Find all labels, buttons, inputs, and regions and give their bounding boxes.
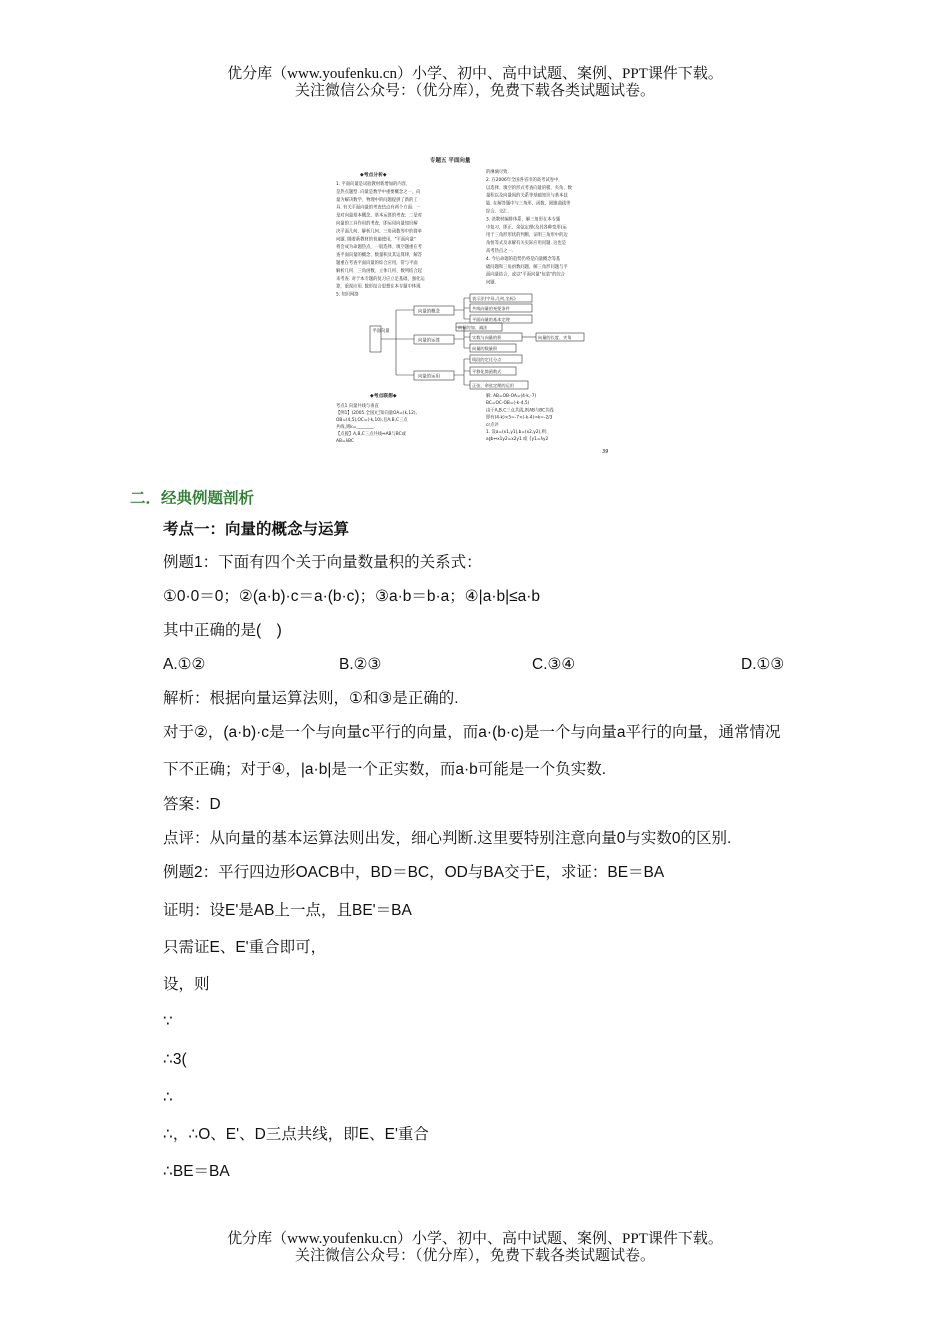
option-d: D.①③ xyxy=(741,656,785,673)
net-level2-a-0: 表示法(字母,几何,坐标) xyxy=(472,296,516,301)
scan-right-bottom-line-5: 1. 设a=(x1,y1),b=(x2,y2),则: xyxy=(486,430,548,435)
scan-left-bottom-line-3: 共线,则k=________. xyxy=(336,425,375,430)
scan-right-paragraph xyxy=(486,168,573,286)
scan-left-line-3: 具. 有关平面向量的考查热点有两个方面：一 xyxy=(336,205,421,211)
example-1-answer: 答案：D xyxy=(163,796,221,813)
net-root-text: 平面向量 xyxy=(372,329,390,334)
option-c: C.③④ xyxy=(532,656,576,673)
scan-right-line-0: 的淋漓尽致. xyxy=(486,170,509,175)
scan-right-line-3: 量积以及向量间的关系等基础知识与基本技 xyxy=(486,193,568,199)
net-root-label xyxy=(372,327,390,334)
net-level2-c-0: 线段的定比分点 xyxy=(472,357,502,362)
scan-left-bottom-line-4: 【点拨】A,B,C三点共线⇔AB与BC或 xyxy=(336,432,406,437)
scan-left-bottom-line-1: 【例1】(2005.全国)已知向量OA=(k,12), xyxy=(336,411,417,416)
scan-left-line-2: 量为解决数学、物理中的问题提供了新的工 xyxy=(336,197,418,203)
scan-right-line-5: 综合、交汇. xyxy=(486,209,509,215)
net-level2-a-2: 平面向量的基本定理 xyxy=(472,317,510,322)
header-line-2: 关注微信公众号：（优分库），免费下载各类试题试卷。 xyxy=(294,83,655,99)
example-1-analysis-2: 对于②，(a·b)·c是一个与向量c平行的向量，而a·(b·c)是一个与向量a平行的向量，通常情况 xyxy=(163,724,781,741)
scan-right-line-9: 角恒等式及求解有关实际应用问题. 这也是 xyxy=(486,241,567,247)
scan-right-line-14: 问题. xyxy=(486,280,496,286)
scanned-textbook-page xyxy=(330,149,620,457)
scan-right-line-7: 中复习，即正、余弦定理(及其各种变形)运 xyxy=(486,225,567,231)
scan-right-line-4: 能. 在解答题中与三角形、函数、圆锥曲线等 xyxy=(486,201,571,207)
net-level2-a-1: 共线向量的充要条件 xyxy=(472,306,510,311)
scan-left-line-8: 将会成为命题热点，一般选择、填空题重在考 xyxy=(336,245,422,251)
example-2-proof-2: 只需证E、E'重合即可， xyxy=(163,939,327,956)
net-level2-b-2: 向量的数量积 xyxy=(472,346,498,351)
scan-left-bottom-line-2: OB=(4,5),OC=(-k,10),且A,B,C三点 xyxy=(336,418,408,423)
scan-right-line-12: 础问题和三角函数问题，解三角形问题与平 xyxy=(486,264,568,270)
net-level2-c-2: 正弦、余弦定理的运用 xyxy=(472,383,514,388)
scan-right-bottom xyxy=(486,392,554,442)
example-2-proof-5: ∴3( xyxy=(163,1051,187,1068)
net-level1-2: 向量的运用 xyxy=(418,374,440,380)
scan-right-line-2: 以选择、填空的形式考查向量的模、夹角、数 xyxy=(486,185,572,191)
scan-right-line-13: 面向量结合，或以"平面向量"包装"的综合 xyxy=(486,272,565,278)
scanned-page-svg xyxy=(330,149,620,457)
scan-right-line-8: 用于三角形形状的判断，证明三角形中的边 xyxy=(486,233,568,239)
section-title: 二．经典例题剖析 xyxy=(130,490,255,507)
net-level2-b-1: 实数与向量的积 xyxy=(472,335,502,340)
example-2-question: 例题2：平行四边形OACB中，BD＝BC，OD与BA交于E，求证：BE＝BA xyxy=(163,864,665,881)
scan-left-line-7: 问题. 随着新教材的普遍使用，"平面向量" xyxy=(336,237,416,243)
option-a: A.①② xyxy=(163,656,206,673)
example-2-proof-3: 设，则 xyxy=(163,976,210,993)
example-2-proof-7: ∴，∴O、E'、D三点共线，即E、E'重合 xyxy=(163,1126,429,1143)
scan-left-line-10: 题重在考查平面向量的综合应用，常与平面 xyxy=(336,261,418,266)
scan-left-line-6: 决平面几何、解析几何、三角函数等中的简单 xyxy=(336,229,422,235)
scan-right-bottom-line-1: BC=OC-OB=(-k-4,5) xyxy=(486,401,530,407)
example-1-analysis-1: 解析：根据向量运算法则，①和③是正确的. xyxy=(163,690,459,707)
kaodian-1-heading: 考点一：向量的概念与运算 xyxy=(163,521,350,538)
scan-left-bottom xyxy=(336,402,417,444)
scan-left-line-5: 向量的工具作用的考查，即运用向量知识解 xyxy=(336,221,418,227)
page-footer xyxy=(0,1231,950,1265)
scan-left-line-13: 算，重视应用. 数形结合思想在本专题中体现 xyxy=(336,284,421,290)
example-1-comment: 点评：从向量的基本运算法则出发，细心判断.这里要特别注意向量0与实数0的区别. xyxy=(163,830,732,847)
scan-right-line-10: 高考热点之一. xyxy=(486,249,514,254)
scan-right-bottom-line-3: 即有(4-k)×5=-7×(-k-4)⇒k=-2/3 xyxy=(486,415,553,421)
scan-right-bottom-line-2: 由于A,B,C三点共线,则AB与BC共线 xyxy=(486,408,554,414)
example-2-proof-1: 证明：设E'是AB上一点，且BE'＝BA xyxy=(163,902,412,919)
scan-right-bottom-line-4: cr点评 xyxy=(486,422,499,428)
footer-line-1: 优分库（www.youfenku.cn）小学、初中、高中试题、案例、PPT课件下载。 xyxy=(227,1231,723,1247)
option-b: B.②③ xyxy=(339,656,382,673)
scan-right-bottom-line-6: a∥b⇔x1y2=x2y1 或 {y1=λy2 xyxy=(486,437,549,443)
scan-left-paragraph xyxy=(336,180,425,298)
footer-line-2: 关注微信公众号：（优分库），免费下载各类试题试卷。 xyxy=(294,1248,655,1264)
scan-left-line-14: 5. 知识网络 xyxy=(336,292,359,298)
net-level2-c-1: 平移化简函数式 xyxy=(472,369,502,374)
scan-left-line-1: 是热点题型. 向量是数学中重要概念之一，向 xyxy=(336,189,421,195)
scan-left-line-0: 1. 平面向量是试验教材新增加的内容， xyxy=(336,182,411,187)
example-1-analysis-3: 下不正确；对于④，|a·b|是一个正实数，而a·b可能是一个负实数. xyxy=(163,761,607,778)
example-1-prompt: 其中正确的是( ) xyxy=(163,622,282,639)
example-2-proof-8: ∴BE＝BA xyxy=(163,1163,230,1180)
scan-section-2: ◆考点联想◆ xyxy=(370,394,397,399)
scan-left-line-4: 是对向量基本概念、基本运算的考查；二是对 xyxy=(336,213,422,219)
example-2-proof-4: ∵ xyxy=(163,1013,173,1030)
scan-left-bottom-line-5: AB=λBC xyxy=(336,439,354,444)
net-extra: 向量的长度、夹角 xyxy=(538,335,572,340)
scan-page-number: 39 xyxy=(602,449,609,455)
net-level2-b-0: 向量的加、减法 xyxy=(458,325,488,330)
scan-right-line-1: 2. 在2006年全国各省市的高考试卷中， xyxy=(486,177,563,183)
header-line-1: 优分库（www.youfenku.cn）小学、初中、高中试题、案例、PPT课件下载。 xyxy=(227,66,723,82)
scan-left-line-9: 查平面向量的概念、数量积及其运算律，解答 xyxy=(336,253,422,259)
scan-left-line-12: 来考查. 对于本专题的复习应立足基础，强化运 xyxy=(336,276,425,282)
example-2-proof-6: ∴ xyxy=(163,1089,173,1106)
example-1-formulas: ①0·0＝0；②(a·b)·c＝a·(b·c)；③a·b＝b·a；④|a·b|≤a·b xyxy=(163,588,541,605)
net-level1-1: 向量的运算 xyxy=(418,338,440,344)
scan-left-bottom-line-0: 考点1 向量共线与垂直 xyxy=(336,404,379,409)
scan-right-line-6: 3. 淡教材编排体系，解三角形在本专题 xyxy=(486,217,561,223)
scan-right-line-11: 4. 今后命题的趋势仍将是向量概念等基 xyxy=(486,256,561,262)
scan-left-line-11: 解析几何、三角函数、立体几何、数列结合起 xyxy=(336,268,422,274)
scan-section-1: ◆考点分析◆ xyxy=(360,173,387,178)
example-1-question: 例题1：下面有四个关于向量数量积的关系式： xyxy=(163,554,482,571)
net-level1-0: 向量的概念 xyxy=(418,309,440,315)
scan-right-bottom-line-0: 解: AB=OB-OA=(4-k,-7) xyxy=(486,394,537,399)
page-header xyxy=(0,66,950,100)
scan-title: 专题五 平面向量 xyxy=(430,158,471,164)
